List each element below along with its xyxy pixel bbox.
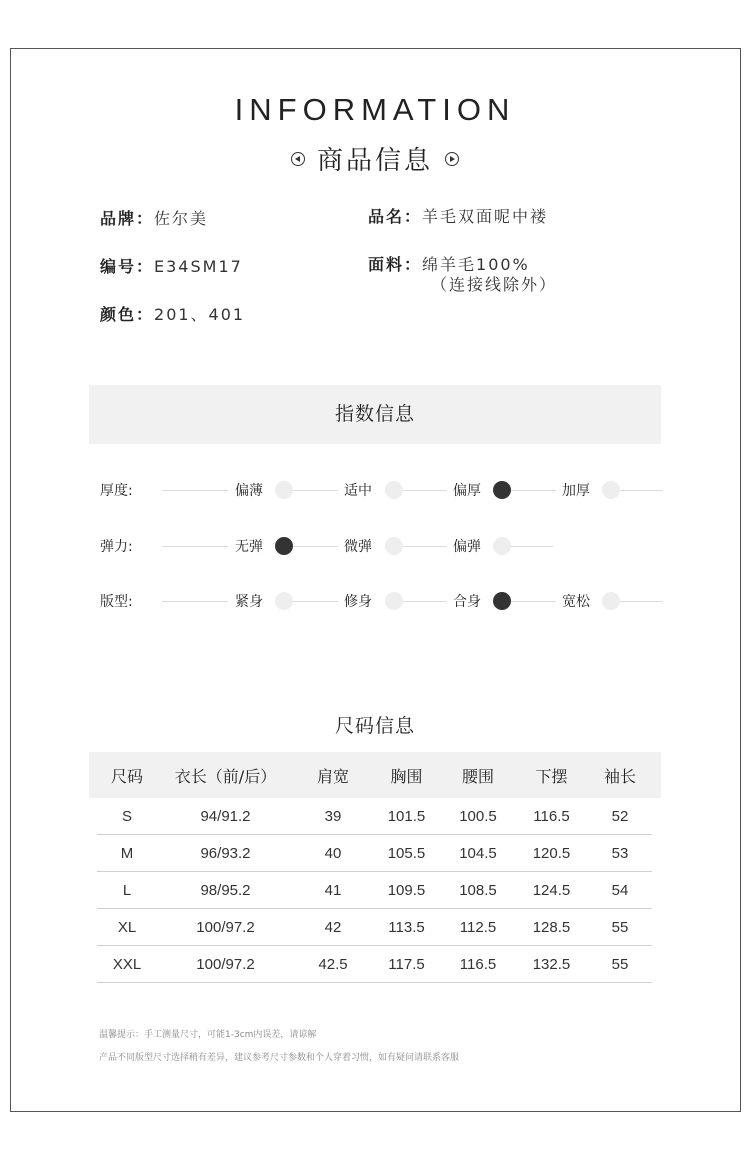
- circle-arrow-right-icon: [445, 152, 459, 166]
- cell-chest: 117.5: [372, 946, 441, 983]
- metric-option-label: 紧身: [235, 594, 263, 610]
- note-line-2: 产品不同版型尺寸选择稍有差异，建议参考尺寸参数和个人穿着习惯，如有疑问请联系客服: [99, 1053, 460, 1063]
- unselected-dot-icon: [385, 537, 403, 555]
- size-section-title: 尺码信息: [334, 715, 415, 737]
- index-section-title: 指数信息: [89, 385, 661, 444]
- cell-chest: 105.5: [372, 835, 441, 872]
- cell-shoulder: 42: [294, 909, 372, 946]
- fabric-label: 面料：: [368, 255, 423, 274]
- unselected-dot-icon: [602, 481, 620, 499]
- cell-waist: 100.5: [441, 798, 515, 835]
- metric-row: [0, 475, 750, 505]
- cell-chest: 109.5: [372, 872, 441, 909]
- metric-option-label: 偏弹: [453, 539, 481, 555]
- title-chinese-row: [0, 140, 750, 177]
- unselected-dot-icon: [385, 592, 403, 610]
- unselected-dot-icon: [385, 481, 403, 499]
- metric-option-label: 偏薄: [235, 483, 263, 499]
- metric-option-label: 偏厚: [453, 483, 481, 499]
- table-row: [89, 909, 661, 946]
- product-name-value: 羊毛双面呢中褛: [422, 207, 549, 226]
- unselected-dot-icon: [275, 592, 293, 610]
- cell-length: 96/93.2: [157, 835, 294, 872]
- cell-size: L: [97, 872, 157, 909]
- cell-shoulder: 40: [294, 835, 372, 872]
- selected-dot-icon: [493, 481, 511, 499]
- metric-label: 版型:: [100, 594, 133, 610]
- cell-size: XXL: [97, 946, 157, 983]
- title-chinese: 商品信息: [316, 146, 433, 176]
- metric-row: [0, 586, 750, 616]
- brand-value: 佐尔美: [154, 209, 209, 228]
- cell-size: M: [97, 835, 157, 872]
- cell-waist: 112.5: [441, 909, 515, 946]
- cell-length: 100/97.2: [157, 946, 294, 983]
- header-hem: 下摆: [515, 752, 588, 798]
- metric-connector-line: [511, 546, 553, 547]
- cell-sleeve: 55: [588, 946, 652, 983]
- cell-chest: 101.5: [372, 798, 441, 835]
- product-name-label: 品名：: [368, 207, 423, 226]
- metric-option-label: 修身: [344, 594, 372, 610]
- cell-length: 94/91.2: [157, 798, 294, 835]
- cell-size: S: [97, 798, 157, 835]
- color-field: [100, 305, 245, 325]
- unselected-dot-icon: [493, 537, 511, 555]
- unselected-dot-icon: [275, 481, 293, 499]
- metric-label: 厚度:: [100, 483, 133, 499]
- cell-length: 100/97.2: [157, 909, 294, 946]
- cell-shoulder: 42.5: [294, 946, 372, 983]
- metric-option-label: 加厚: [562, 483, 590, 499]
- cell-sleeve: 55: [588, 909, 652, 946]
- cell-shoulder: 39: [294, 798, 372, 835]
- cell-shoulder: 41: [294, 872, 372, 909]
- cell-hem: 124.5: [515, 872, 588, 909]
- cell-hem: 132.5: [515, 946, 588, 983]
- unselected-dot-icon: [602, 592, 620, 610]
- table-row: [89, 798, 661, 835]
- cell-hem: 128.5: [515, 909, 588, 946]
- cell-length: 98/95.2: [157, 872, 294, 909]
- cell-sleeve: 53: [588, 835, 652, 872]
- header-shoulder: 肩宽: [294, 752, 372, 798]
- metric-label: 弹力:: [100, 539, 133, 555]
- metric-option-label: 无弹: [235, 539, 263, 555]
- selected-dot-icon: [275, 537, 293, 555]
- brand-label: 品牌：: [100, 209, 155, 228]
- cell-sleeve: 52: [588, 798, 652, 835]
- header-length: 衣长（前/后）: [157, 752, 294, 798]
- code-value: E34SM17: [154, 257, 243, 276]
- title-english: INFORMATION: [234, 92, 516, 127]
- header-sleeve: 袖长: [588, 752, 652, 798]
- cell-waist: 108.5: [441, 872, 515, 909]
- color-label: 颜色：: [100, 305, 155, 324]
- cell-hem: 120.5: [515, 835, 588, 872]
- note-line-1: 温馨提示：手工测量尺寸，可能1-3cm内误差，请谅解: [99, 1030, 317, 1040]
- cell-waist: 104.5: [441, 835, 515, 872]
- code-label: 编号：: [100, 257, 155, 276]
- code-field: [100, 257, 243, 277]
- fabric-value-line2: （连接线除外）: [431, 275, 558, 294]
- header-size: 尺码: [97, 752, 157, 798]
- header-waist: 腰围: [441, 752, 515, 798]
- metric-option-label: 宽松: [562, 594, 590, 610]
- metric-row: [0, 531, 750, 561]
- fabric-value-line1: 绵羊毛100%: [422, 255, 530, 274]
- cell-sleeve: 54: [588, 872, 652, 909]
- brand-field: [100, 209, 208, 229]
- cell-size: XL: [97, 909, 157, 946]
- metric-connector-line: [620, 601, 663, 602]
- selected-dot-icon: [493, 592, 511, 610]
- size-table: [89, 752, 661, 983]
- size-table-header: [89, 752, 661, 798]
- cell-hem: 116.5: [515, 798, 588, 835]
- color-value: 201、401: [154, 305, 246, 324]
- product-name-field: [368, 207, 548, 227]
- fabric-field: [368, 255, 530, 275]
- metric-option-label: 微弹: [344, 539, 372, 555]
- cell-chest: 113.5: [372, 909, 441, 946]
- metric-option-label: 合身: [453, 594, 481, 610]
- circle-arrow-left-icon: [291, 152, 305, 166]
- table-row: [89, 872, 661, 909]
- table-row: [89, 946, 661, 983]
- table-row: [89, 835, 661, 872]
- cell-waist: 116.5: [441, 946, 515, 983]
- metric-connector-line: [620, 490, 663, 491]
- header-chest: 胸围: [372, 752, 441, 798]
- metric-option-label: 适中: [344, 483, 372, 499]
